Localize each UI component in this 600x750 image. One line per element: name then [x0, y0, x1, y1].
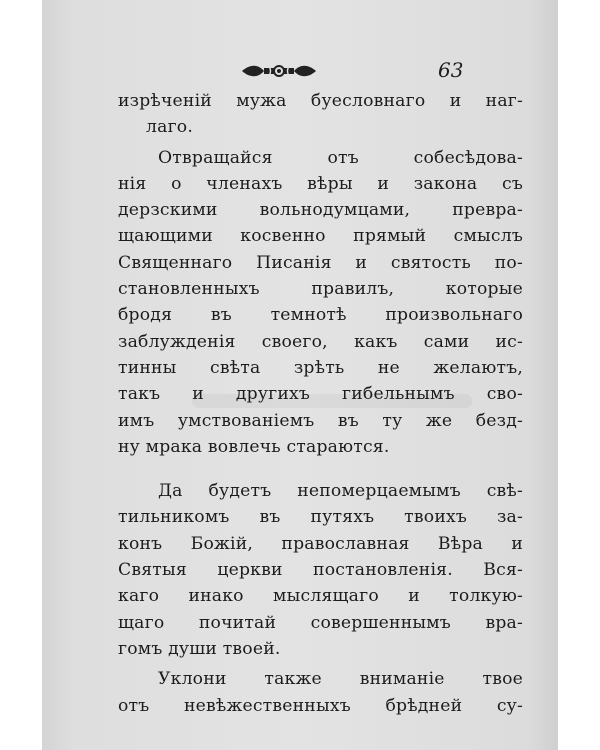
text-line: ну мрака вовлечь стараются. — [118, 436, 390, 457]
text-line: отъ невѣжественныхъ брѣдней су- — [118, 695, 523, 716]
text-line: заблужденія своего, какъ сами ис- — [118, 331, 523, 352]
text-line: Отвращайся отъ собесѣдова- — [158, 147, 523, 168]
text-line: нія о членахъ вѣры и закона съ — [118, 173, 523, 194]
text-line: бродя въ темнотѣ произвольнаго — [118, 305, 523, 326]
text-line: щаго почитай совершеннымъ вра- — [118, 612, 523, 633]
ornament-icon — [240, 62, 318, 80]
page-text — [118, 88, 523, 719]
text-line: изрѣченій мужа буесловнаго и наг- — [118, 91, 523, 111]
text-line: гомъ души твоей. — [118, 638, 281, 659]
paragraph — [118, 88, 523, 141]
text-line: такъ и другихъ гибельнымъ сво- — [118, 384, 523, 405]
page-scan — [42, 0, 558, 750]
paragraph — [118, 478, 523, 662]
text-line: тинны свѣта зрѣть не желаютъ, — [118, 357, 523, 378]
text-line: конъ Божій, православная Вѣра и — [118, 533, 523, 554]
text-line: тильникомъ въ путяхъ твоихъ за- — [118, 507, 523, 528]
text-line: Да будетъ непомерцаемымъ свѣ- — [158, 481, 523, 502]
text-line: дерзскими вольнодумцами, превра- — [118, 200, 523, 221]
paragraph — [118, 666, 523, 719]
text-line: Священнаго Писанія и святость по- — [118, 252, 523, 273]
text-line: лаго. — [146, 117, 193, 138]
text-line: Уклони также вниманіе твое — [158, 669, 523, 690]
paragraph — [118, 145, 523, 461]
text-line: каго инако мыслящаго и толкую- — [118, 586, 523, 607]
paragraph-gap — [118, 460, 523, 478]
text-line: Святыя церкви постановленія. Вся- — [118, 560, 523, 581]
text-line: становленныхъ правилъ, которые — [118, 279, 523, 300]
text-line: имъ умствованіемъ въ ту же безд- — [118, 410, 523, 431]
text-line: щающими косвенно прямый смыслъ — [118, 226, 523, 247]
page-number: 63 — [438, 58, 464, 82]
